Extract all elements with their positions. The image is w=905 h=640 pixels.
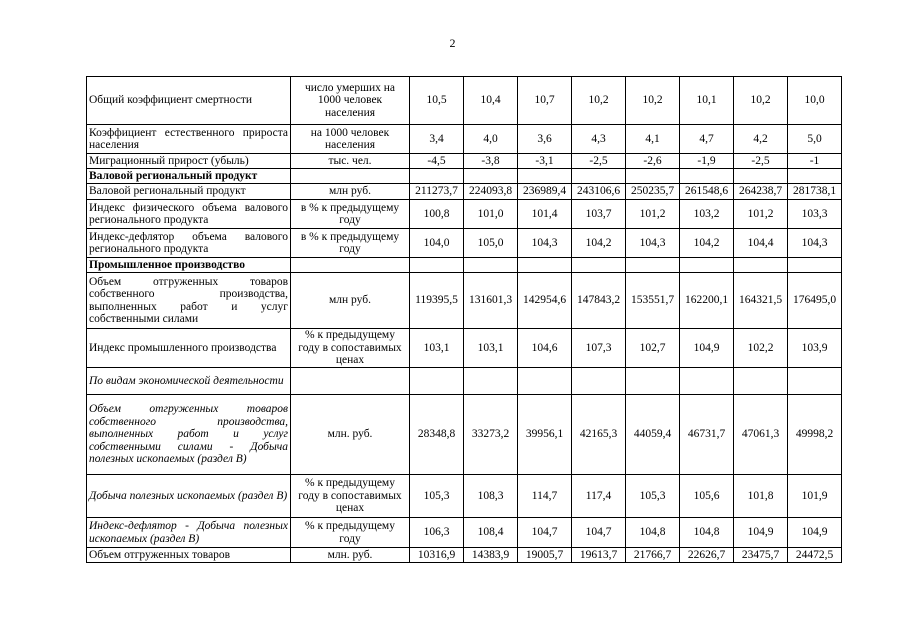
value-cell: 44059,4 — [626, 395, 680, 475]
indicator-label: Объем отгруженных товаров собственного производства, выполненных работ и услуг собственными силами — [87, 273, 291, 329]
value-cell: 10,4 — [464, 77, 518, 125]
value-cell: 211273,7 — [410, 184, 464, 200]
value-cell — [518, 258, 572, 273]
unit-cell: число умерших на 1000 человек населения — [291, 77, 410, 125]
value-cell: 162200,1 — [680, 273, 734, 329]
table-row — [87, 548, 842, 563]
value-cell: -2,6 — [626, 154, 680, 169]
value-cell: 224093,8 — [464, 184, 518, 200]
unit-cell: млн. руб. — [291, 395, 410, 475]
value-cell: -1,9 — [680, 154, 734, 169]
value-cell — [626, 169, 680, 184]
value-cell — [518, 169, 572, 184]
unit-cell — [291, 368, 410, 395]
table-row — [87, 77, 842, 125]
value-cell: 4,3 — [572, 125, 626, 154]
value-cell: 3,4 — [410, 125, 464, 154]
indicator-label: Добыча полезных ископаемых (раздел B) — [87, 475, 291, 518]
table-row — [87, 273, 842, 329]
value-cell: -1 — [788, 154, 842, 169]
section-row — [87, 258, 842, 273]
value-cell: 49998,2 — [788, 395, 842, 475]
unit-cell — [291, 169, 410, 184]
value-cell — [680, 258, 734, 273]
page-number: 2 — [449, 36, 456, 50]
unit-cell: в % к предыдущему году — [291, 200, 410, 229]
unit-cell: млн. руб. — [291, 548, 410, 563]
value-cell: 104,8 — [680, 518, 734, 548]
value-cell: 164321,5 — [734, 273, 788, 329]
value-cell: 10,2 — [734, 77, 788, 125]
value-cell — [734, 258, 788, 273]
value-cell: 100,8 — [410, 200, 464, 229]
value-cell: -2,5 — [572, 154, 626, 169]
indicator-label: Объем отгруженных товаров собственного производства, выполненных работ и услуг собственными силами - Добыча полезных ископаемых (раздел B) — [87, 395, 291, 475]
value-cell: -3,8 — [464, 154, 518, 169]
value-cell: 42165,3 — [572, 395, 626, 475]
value-cell — [572, 368, 626, 395]
value-cell: 104,7 — [518, 518, 572, 548]
value-cell: 103,3 — [788, 200, 842, 229]
value-cell: 104,9 — [734, 518, 788, 548]
value-cell: 281738,1 — [788, 184, 842, 200]
value-cell: 10,0 — [788, 77, 842, 125]
value-cell: 4,1 — [626, 125, 680, 154]
value-cell — [680, 368, 734, 395]
indicator-label: Индекс промышленного производства — [87, 329, 291, 368]
value-cell: 108,4 — [464, 518, 518, 548]
value-cell: 104,9 — [680, 329, 734, 368]
value-cell: 102,7 — [626, 329, 680, 368]
unit-cell: % к предыдущему году в сопоставимых ценах — [291, 475, 410, 518]
indicator-label: Индекс-дефлятор - Добыча полезных ископаемых (раздел B) — [87, 518, 291, 548]
value-cell: 4,2 — [734, 125, 788, 154]
value-cell: 4,0 — [464, 125, 518, 154]
table-row — [87, 184, 842, 200]
value-cell: 22626,7 — [680, 548, 734, 563]
value-cell: 101,2 — [626, 200, 680, 229]
value-cell — [464, 258, 518, 273]
value-cell: 147843,2 — [572, 273, 626, 329]
value-cell: 102,2 — [734, 329, 788, 368]
value-cell: 108,3 — [464, 475, 518, 518]
value-cell: 101,8 — [734, 475, 788, 518]
table-row — [87, 518, 842, 548]
value-cell: 39956,1 — [518, 395, 572, 475]
value-cell — [518, 368, 572, 395]
unit-cell: % к предыдущему году в сопоставимых ценах — [291, 329, 410, 368]
value-cell: 264238,7 — [734, 184, 788, 200]
value-cell: 10,7 — [518, 77, 572, 125]
value-cell: 104,2 — [572, 229, 626, 258]
table-row — [87, 154, 842, 169]
table-row — [87, 395, 842, 475]
value-cell: 104,8 — [626, 518, 680, 548]
value-cell: 101,2 — [734, 200, 788, 229]
value-cell: 21766,7 — [626, 548, 680, 563]
table-row — [87, 229, 842, 258]
value-cell — [626, 368, 680, 395]
indicator-label: Общий коэффициент смертности — [87, 77, 291, 125]
indicator-label: Коэффициент естественного прироста населения — [87, 125, 291, 154]
value-cell: 101,4 — [518, 200, 572, 229]
value-cell: 106,3 — [410, 518, 464, 548]
value-cell — [572, 258, 626, 273]
value-cell: 250235,7 — [626, 184, 680, 200]
value-cell — [734, 368, 788, 395]
value-cell: 105,3 — [626, 475, 680, 518]
value-cell: 104,0 — [410, 229, 464, 258]
value-cell — [788, 368, 842, 395]
unit-cell — [291, 258, 410, 273]
value-cell — [410, 258, 464, 273]
value-cell — [572, 169, 626, 184]
value-cell — [680, 169, 734, 184]
value-cell: 104,6 — [518, 329, 572, 368]
value-cell: 142954,6 — [518, 273, 572, 329]
section-row — [87, 169, 842, 184]
value-cell: 103,7 — [572, 200, 626, 229]
value-cell: 105,6 — [680, 475, 734, 518]
value-cell: 117,4 — [572, 475, 626, 518]
value-cell: 107,3 — [572, 329, 626, 368]
unit-cell: млн руб. — [291, 273, 410, 329]
indicator-label: Индекс физического объема валового регионального продукта — [87, 200, 291, 229]
value-cell: -4,5 — [410, 154, 464, 169]
value-cell: 3,6 — [518, 125, 572, 154]
value-cell: 131601,3 — [464, 273, 518, 329]
value-cell: 104,3 — [626, 229, 680, 258]
value-cell: 23475,7 — [734, 548, 788, 563]
value-cell: 105,3 — [410, 475, 464, 518]
value-cell: 4,7 — [680, 125, 734, 154]
value-cell: 105,0 — [464, 229, 518, 258]
unit-cell: % к предыдущему году — [291, 518, 410, 548]
value-cell: 103,2 — [680, 200, 734, 229]
indicator-label: Объем отгруженных товаров — [87, 548, 291, 563]
table-row — [87, 475, 842, 518]
value-cell: 104,7 — [572, 518, 626, 548]
unit-cell: млн руб. — [291, 184, 410, 200]
indicator-label: Валовой региональный продукт — [87, 184, 291, 200]
indicator-label: Миграционный прирост (убыль) — [87, 154, 291, 169]
value-cell: 101,9 — [788, 475, 842, 518]
value-cell: 104,3 — [788, 229, 842, 258]
value-cell: 33273,2 — [464, 395, 518, 475]
section-title: Валовой региональный продукт — [87, 169, 291, 184]
value-cell: 104,4 — [734, 229, 788, 258]
value-cell: 28348,8 — [410, 395, 464, 475]
value-cell: 114,7 — [518, 475, 572, 518]
value-cell: 243106,6 — [572, 184, 626, 200]
value-cell: 10,1 — [680, 77, 734, 125]
value-cell: 176495,0 — [788, 273, 842, 329]
value-cell: 47061,3 — [734, 395, 788, 475]
value-cell — [788, 258, 842, 273]
table-row — [87, 329, 842, 368]
unit-cell: в % к предыдущему году — [291, 229, 410, 258]
table-row — [87, 125, 842, 154]
value-cell: 14383,9 — [464, 548, 518, 563]
value-cell: -3,1 — [518, 154, 572, 169]
value-cell: 19613,7 — [572, 548, 626, 563]
statistics-table — [86, 76, 842, 563]
section-title: Промышленное производство — [87, 258, 291, 273]
value-cell — [788, 169, 842, 184]
subheading-row — [87, 368, 842, 395]
value-cell: 10316,9 — [410, 548, 464, 563]
indicator-label: Индекс-дефлятор объема валового регионального продукта — [87, 229, 291, 258]
value-cell: 104,3 — [518, 229, 572, 258]
value-cell: 101,0 — [464, 200, 518, 229]
value-cell — [464, 368, 518, 395]
table-row — [87, 200, 842, 229]
value-cell: 10,5 — [410, 77, 464, 125]
value-cell — [464, 169, 518, 184]
value-cell: 261548,6 — [680, 184, 734, 200]
value-cell — [734, 169, 788, 184]
value-cell: 119395,5 — [410, 273, 464, 329]
unit-cell: тыс. чел. — [291, 154, 410, 169]
value-cell: 5,0 — [788, 125, 842, 154]
value-cell: 24472,5 — [788, 548, 842, 563]
value-cell — [626, 258, 680, 273]
value-cell: 103,1 — [410, 329, 464, 368]
value-cell: -2,5 — [734, 154, 788, 169]
value-cell: 104,2 — [680, 229, 734, 258]
value-cell: 46731,7 — [680, 395, 734, 475]
indicator-label: По видам экономической деятельности — [87, 368, 291, 395]
unit-cell: на 1000 человек населения — [291, 125, 410, 154]
value-cell — [410, 368, 464, 395]
value-cell: 10,2 — [626, 77, 680, 125]
value-cell: 103,9 — [788, 329, 842, 368]
value-cell: 103,1 — [464, 329, 518, 368]
value-cell: 236989,4 — [518, 184, 572, 200]
value-cell: 153551,7 — [626, 273, 680, 329]
value-cell: 10,2 — [572, 77, 626, 125]
value-cell — [410, 169, 464, 184]
value-cell: 19005,7 — [518, 548, 572, 563]
value-cell: 104,9 — [788, 518, 842, 548]
